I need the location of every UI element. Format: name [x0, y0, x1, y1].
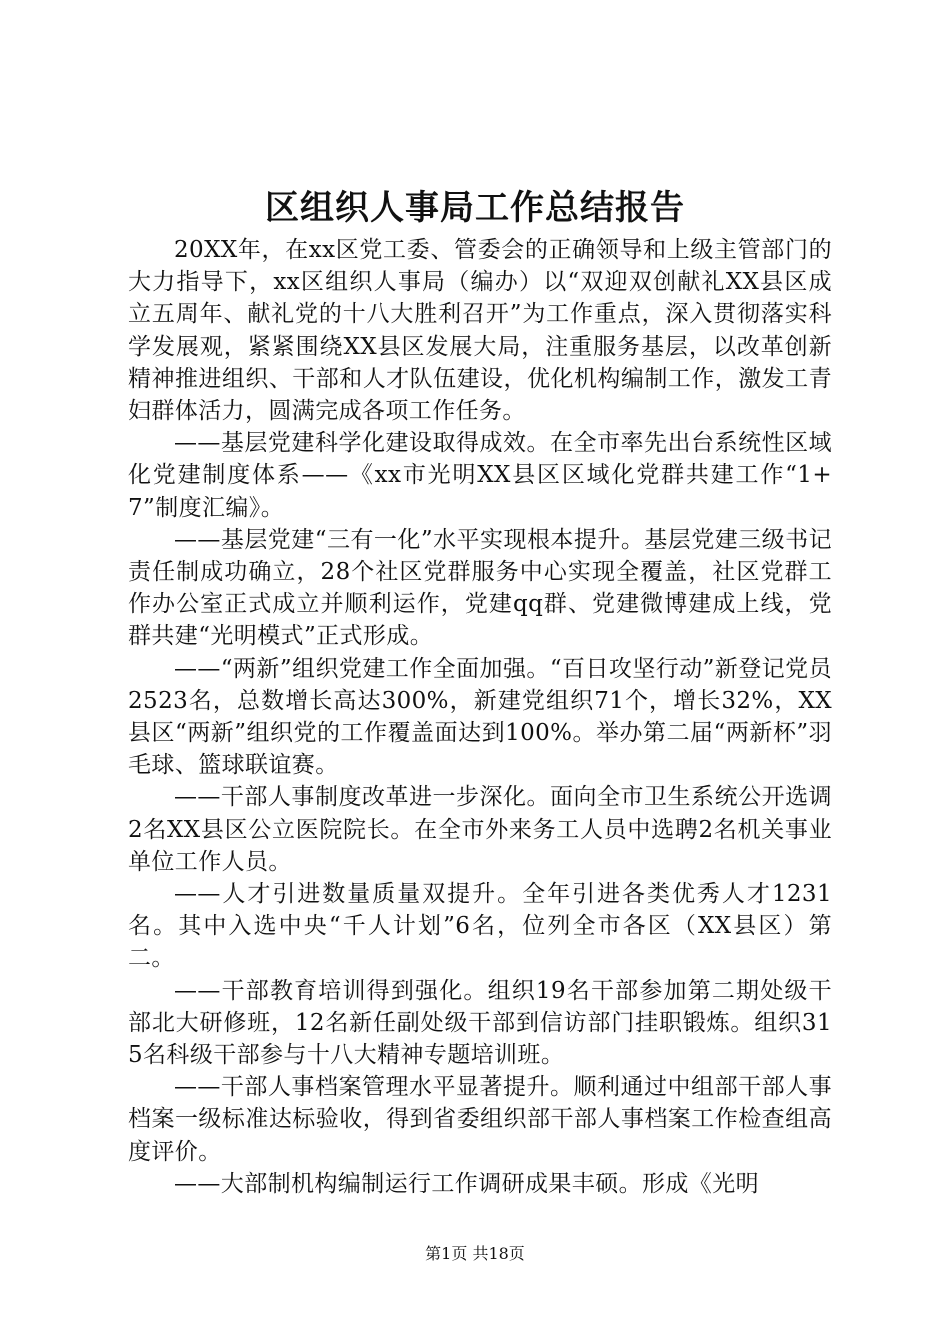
paragraph: ——基层党建“三有一化”水平实现根本提升。基层党建三级书记责任制成功确立，28个社区党群服务中心实现全覆盖，社区党群工作办公室正式成立并顺利运作，党建qq群、党建微博建成上线，党群共建“光明模式”正式形成。	[128, 526, 832, 650]
paragraph: ——大部制机构编制运行工作调研成果丰硕。形成《光明	[174, 1170, 759, 1197]
paragraph: ——干部人事档案管理水平显著提升。顺利通过中组部干部人事档案一级标准达标验收，得到省委组织部干部人事档案工作检查组高度评价。	[128, 1074, 832, 1165]
paragraph: ——“两新”组织党建工作全面加强。“百日攻坚行动”新登记党员2523名，总数增长高达300%，新建党组织71个，增长32%，XX县区“两新”组织党的工作覆盖面达到100%。举办第二届“两新杯”羽毛球、篮球联谊赛。	[128, 655, 832, 779]
paragraph: ——基层党建科学化建设取得成效。在全市率先出台系统性区域化党建制度体系——《xx市光明XX县区区域化党群共建工作“1+7”制度汇编》。	[128, 430, 832, 521]
paragraph: ——干部人事制度改革进一步深化。面向全市卫生系统公开选调2名XX县区公立医院院长。在全市外来务工人员中选聘2名机关事业单位工作人员。	[128, 784, 832, 875]
paragraph: ——干部教育培训得到强化。组织19名干部参加第二期处级干部北大研修班，12名新任副处级干部到信访部门挂职锻炼。组织315名科级干部参与十八大精神专题培训班。	[128, 977, 832, 1069]
document-body	[128, 234, 832, 1200]
page-number-footer: 第1页 共18页	[425, 1244, 525, 1263]
document-title: 区组织人事局工作总结报告	[265, 188, 685, 228]
paragraph: 20XX年，在xx区党工委、管委会的正确领导和上级主管部门的大力指导下，xx区组织人事局（编办）以“双迎双创献礼XX县区成立五周年、献礼党的十八大胜利召开”为工作重点，深入贯彻落实科学发展观，紧紧围绕XX县区发展大局，注重服务基层，以改革创新精神推进组织、干部和人才队伍建设，优化机构编制工作，激发工青妇群体活力，圆满完成各项工作任务。	[128, 237, 832, 425]
paragraph: ——人才引进数量质量双提升。全年引进各类优秀人才1231名。其中入选中央“千人计划”6名，位列全市各区（XX县区）第二。	[128, 881, 832, 972]
